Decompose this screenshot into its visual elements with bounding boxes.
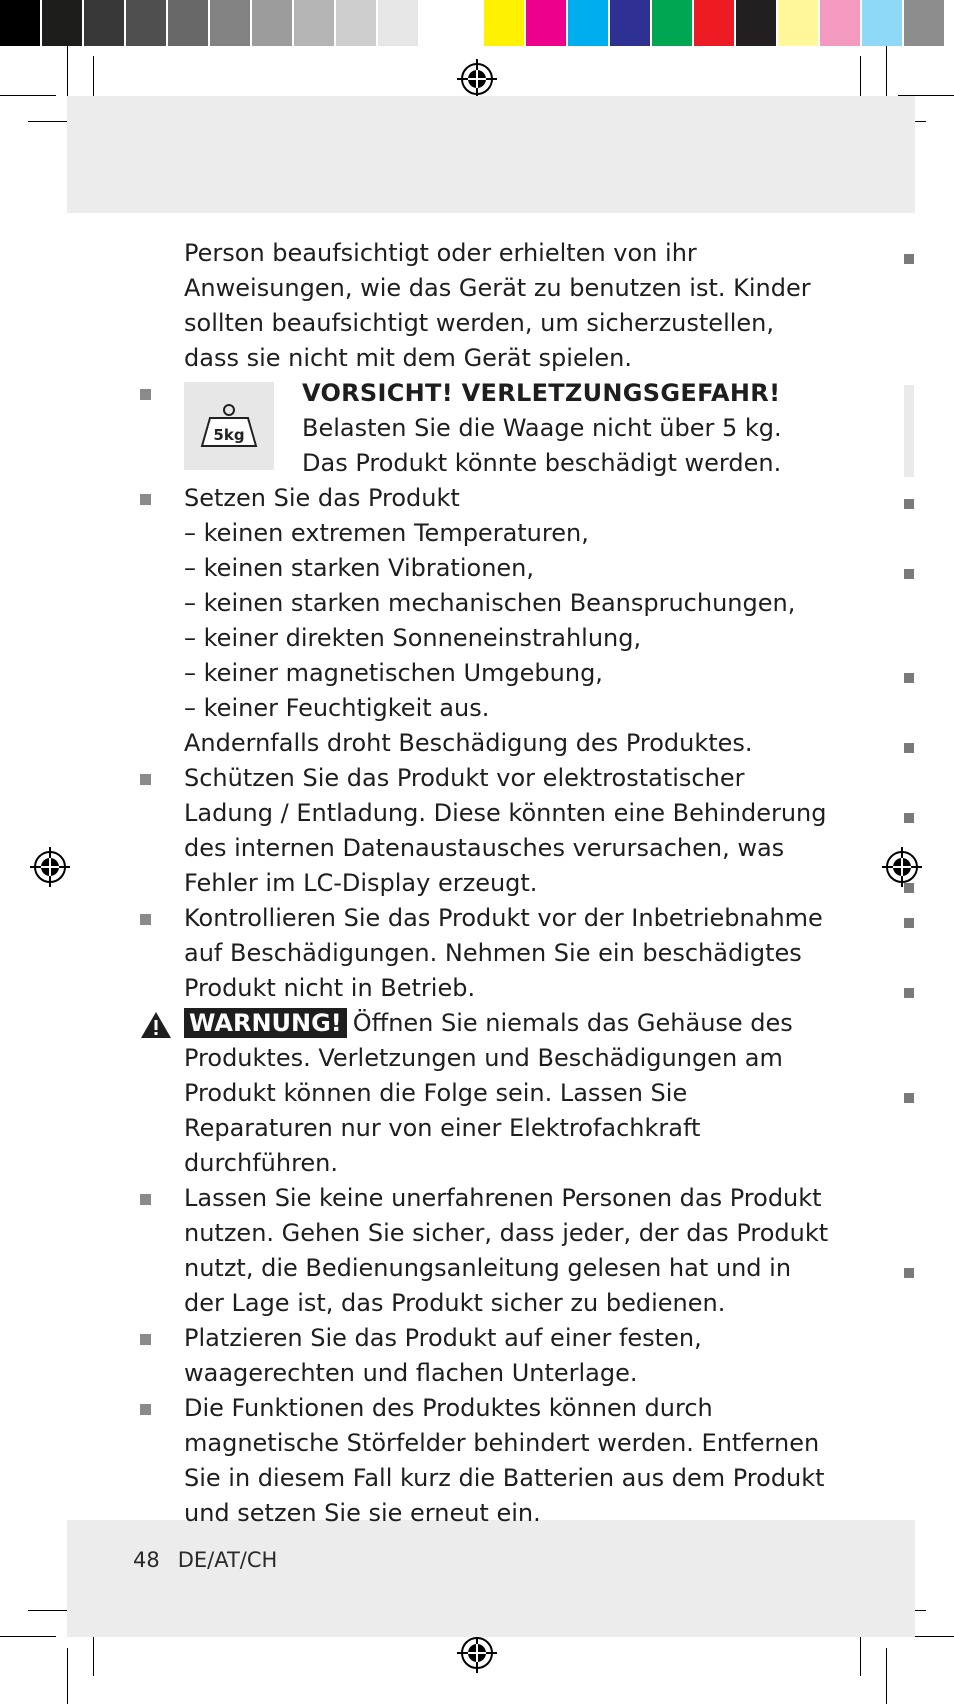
- color-swatch: [484, 0, 526, 46]
- adjacent-bullet-mark: [904, 499, 914, 509]
- color-swatch: [904, 0, 946, 46]
- color-swatch: [378, 0, 420, 46]
- adjacent-bullet-mark: [904, 988, 914, 998]
- bullet-marker: [140, 1334, 151, 1345]
- adjacent-bullet-mark: [904, 813, 914, 823]
- adjacent-bullet-mark: [904, 1093, 914, 1103]
- color-swatch: [568, 0, 610, 46]
- adjacent-bullet-mark: [904, 673, 914, 683]
- crop-mark: [67, 1648, 68, 1704]
- inspection-text: Kontrollieren Sie das Produkt vor der Inbetriebnahme auf Beschädigungen. Nehmen Sie ein beschädigtes Produkt nicht in Betrieb.: [184, 904, 823, 1002]
- color-swatch: [652, 0, 694, 46]
- persons-text: Lassen Sie keine unerfahrenen Personen das Produkt nutzen. Gehen Sie sicher, dass jeder, der das Produkt nutzt, die Bedienungsanleitung gelesen hat und in der Lage ist, das Produkt sicher zu bedienen.: [184, 1184, 829, 1317]
- caution-block: [184, 376, 834, 481]
- crop-mark: [0, 1636, 56, 1637]
- adjacent-bullet-mark: [904, 883, 914, 893]
- condition-line: – keinen starken Vibrationen,: [184, 554, 535, 582]
- caution-text: Belasten Sie die Waage nicht über 5 kg. Das Produkt könnte beschädigt werden.: [302, 414, 782, 477]
- safety-instructions: [184, 236, 834, 1531]
- condition-line: – keiner Feuchtigkeit aus.: [184, 694, 490, 722]
- conditions-intro: Setzen Sie das Produkt: [184, 484, 460, 512]
- page-header-band: [67, 96, 915, 213]
- static-discharge-text: Schützen Sie das Produkt vor elektrostatischer Ladung / Entladung. Diese könnten eine Behinderung des internen Datenaustausches verursachen, was Fehler im LC-Display erzeugt.: [184, 764, 827, 897]
- color-swatch: [42, 0, 84, 46]
- warning-badge: WARNUNG!: [184, 1008, 347, 1038]
- color-swatch: [336, 0, 378, 46]
- weight-limit-icon: [184, 382, 274, 470]
- static-discharge-item: [184, 761, 834, 901]
- magnetic-interference-text: Die Funktionen des Produktes können durch magnetische Störfelder behindert werden. Entfernen Sie in diesem Fall kurz die Batterien aus dem Produkt und setzen Sie sie erneut ein.: [184, 1394, 825, 1527]
- color-swatch: [168, 0, 210, 46]
- placement-text: Platzieren Sie das Produkt auf einer festen, waagerechten und flachen Unterlage.: [184, 1324, 702, 1387]
- adjacent-bullet-mark: [904, 743, 914, 753]
- color-swatch: [84, 0, 126, 46]
- warning-text: Öffnen Sie niemals das Gehäuse des Produktes. Verletzungen und Beschädigungen am Produkt können die Folge sein. Lassen Sie Reparaturen nur von einer Elektrofachkraft durchführen.: [184, 1009, 793, 1177]
- bullet-marker: [140, 1194, 151, 1205]
- color-swatch: [820, 0, 862, 46]
- warning-triangle-icon: [140, 1011, 172, 1039]
- crop-mark: [0, 95, 56, 96]
- color-swatch: [610, 0, 652, 46]
- page-footer: [133, 1548, 295, 1572]
- intro-paragraph: Person beaufsichtigt oder erhielten von ihr Anweisungen, wie das Gerät zu benutzen ist. Kinder sollten beaufsichtigt werden, um sicherzustellen, dass sie nicht mit dem Gerät spielen.: [184, 239, 811, 372]
- bullet-marker: [140, 914, 151, 925]
- registration-mark-icon: [882, 847, 922, 887]
- crop-mark: [886, 1648, 887, 1704]
- bullet-marker: [140, 774, 151, 785]
- adjacent-bullet-mark: [904, 1268, 914, 1278]
- color-swatch: [420, 0, 462, 46]
- color-swatch: [736, 0, 778, 46]
- bullet-marker: [140, 1404, 151, 1415]
- color-swatch: [694, 0, 736, 46]
- process-color-bar: [484, 0, 946, 46]
- weight-limit-label: 5kg: [213, 426, 245, 444]
- condition-line: – keiner direkten Sonneneinstrahlung,: [184, 624, 642, 652]
- color-swatch: [210, 0, 252, 46]
- region-code: DE/AT/CH: [177, 1548, 278, 1572]
- conditions-item: [184, 481, 834, 761]
- adjacent-bullet-mark: [904, 254, 914, 264]
- condition-line: – keinen starken mechanischen Beanspruchungen,: [184, 589, 796, 617]
- condition-line: – keiner magnetischen Umgebung,: [184, 659, 603, 687]
- crop-mark: [886, 46, 887, 100]
- persons-item: [184, 1181, 834, 1321]
- color-swatch: [778, 0, 820, 46]
- placement-item: [184, 1321, 834, 1391]
- color-swatch: [0, 0, 42, 46]
- magnetic-interference-item: [184, 1391, 834, 1531]
- color-swatch: [526, 0, 568, 46]
- grayscale-color-bar: [0, 0, 462, 46]
- bullet-marker: [140, 494, 151, 505]
- crop-mark: [67, 46, 68, 100]
- page-footer-band: [67, 1520, 915, 1637]
- adjacent-bullet-mark: [904, 569, 914, 579]
- bullet-marker: [140, 389, 151, 400]
- caution-heading: VORSICHT! VERLETZUNGSGEFAHR!: [302, 379, 781, 407]
- conditions-outro: Andernfalls droht Beschädigung des Produktes.: [184, 729, 753, 757]
- adjacent-page-strip: [904, 385, 914, 477]
- color-swatch: [862, 0, 904, 46]
- warning-item: [184, 1006, 834, 1181]
- adjacent-bullet-mark: [904, 918, 914, 928]
- registration-mark-icon: [457, 1633, 497, 1673]
- condition-line: – keinen extremen Temperaturen,: [184, 519, 589, 547]
- color-swatch: [126, 0, 168, 46]
- color-swatch: [252, 0, 294, 46]
- page-number: 48: [133, 1548, 160, 1572]
- inspection-item: [184, 901, 834, 1006]
- color-swatch: [294, 0, 336, 46]
- registration-mark-icon: [30, 847, 70, 887]
- registration-mark-icon: [457, 59, 497, 99]
